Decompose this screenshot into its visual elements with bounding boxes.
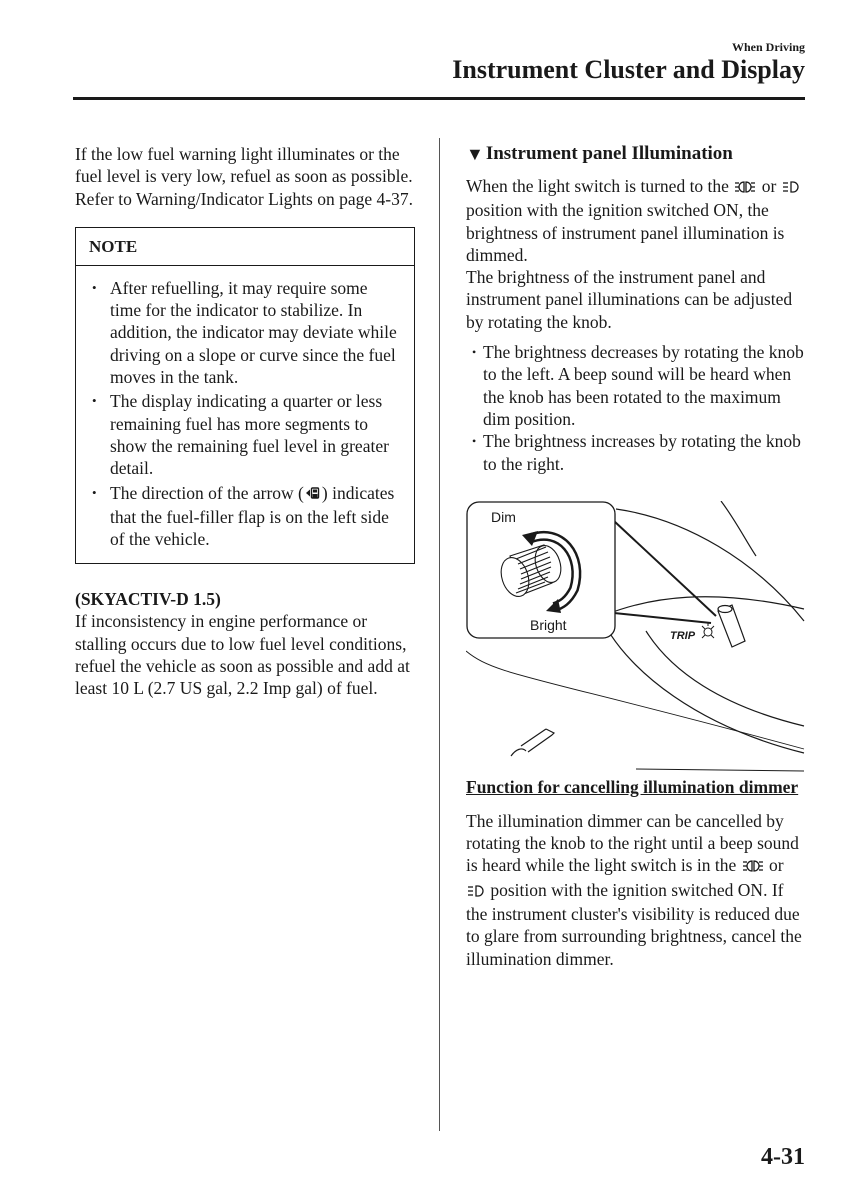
skyactiv-paragraph: If inconsistency in engine performance or stalling occurs due to low fuel level conditions, refuel the vehicle as soon as possible and add at least 10 L (2.7 US gal, 2.2 Imp gal) of fuel. (75, 611, 410, 699)
light-switch-text-a: When the light switch is turned to the (466, 176, 729, 196)
section-marker-icon: ▼ (466, 143, 484, 164)
header-rule (73, 97, 805, 100)
note-item-text-end: ) indicates that the fuel-filler flap is on the left side of the vehicle. (110, 482, 395, 550)
page-title: Instrument Cluster and Display (452, 55, 805, 84)
section-heading-text: Instrument panel Illumination (485, 143, 733, 164)
page-number: 4-31 (761, 1144, 805, 1170)
light-switch-paragraph (466, 175, 806, 266)
skyactiv-heading: (SKYACTIV-D 1.5) (75, 589, 221, 610)
dimmer-knob-illustration (466, 501, 806, 776)
dim-label: Dim (491, 508, 516, 525)
cancel-dimmer-text-a: The illumination dimmer can be cancelled by rotating the knob to the right until a beep sound is heard while the light switch is in the (466, 810, 799, 876)
brightness-list (466, 341, 806, 475)
headlight-icon (467, 881, 485, 903)
light-switch-text-b: or (761, 176, 777, 196)
note-item: • After refuelling, it may require some time for the indicator to stabilize. In addition, the indicator may deviate while driving on a slope or curve since the fuel moves in the tank. (90, 277, 402, 388)
light-switch-text-c: position with the ignition switched ON, the brightness of instrument panel illumination is dimmed. (466, 200, 785, 265)
trip-label: TRIP (670, 629, 696, 642)
brightness-item: • The brightness decreases by rotating the knob to the left. A beep sound will be heard when the knob has been rotated to the maximum dim position. (472, 341, 806, 430)
parking-light-icon (742, 856, 764, 878)
note-item (90, 482, 402, 551)
bright-label: Bright (530, 616, 567, 633)
note-box (75, 227, 415, 565)
low-fuel-paragraph: If the low fuel warning light illuminates or the fuel level is very low, refuel as soon as possible. (75, 144, 413, 187)
brightness-paragraph: The brightness of the instrument panel and instrument panel illuminations can be adjusted by rotating the knob. (466, 267, 793, 332)
note-item: • The display indicating a quarter or less remaining fuel has more segments to show the remaining fuel level in greater detail. (90, 390, 402, 479)
brightness-item: • The brightness increases by rotating the knob to the right. (472, 430, 806, 475)
note-list (76, 266, 414, 564)
column-divider (439, 138, 440, 1131)
fuel-filler-arrow-icon (305, 484, 321, 506)
cancel-dimmer-paragraph (466, 810, 806, 970)
parking-light-icon (734, 177, 756, 199)
section-heading (466, 143, 806, 165)
left-column (75, 143, 420, 700)
cancel-dimmer-text-c: position with the ignition switched ON. If the instrument cluster's visibility is reduced due to glare from surrounding brightness, cancel the illumination dimmer. (466, 879, 802, 969)
headlight-icon (782, 177, 800, 199)
refer-paragraph: Refer to Warning/Indicator Lights on page 4-37. (75, 188, 413, 209)
right-column (466, 143, 806, 970)
note-title: NOTE (76, 228, 414, 266)
cancel-dimmer-text-b: or (768, 855, 784, 876)
note-item-text-start: The direction of the arrow ( (110, 482, 304, 503)
subsection-heading: Function for cancelling illumination dimmer (466, 776, 799, 797)
dimmer-knob-figure (466, 501, 806, 776)
running-header-section: When Driving (731, 40, 805, 54)
